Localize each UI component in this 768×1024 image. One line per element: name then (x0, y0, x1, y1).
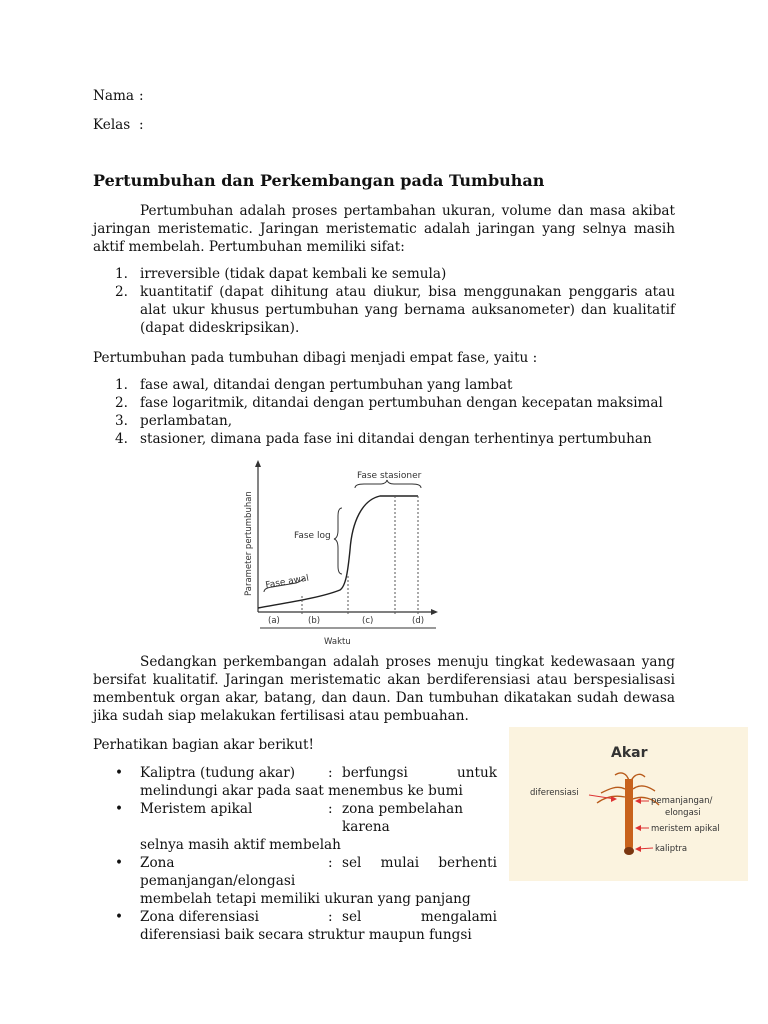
part-word: mengalami (420, 909, 497, 925)
label-fase-stasioner: Fase stasioner (357, 471, 422, 481)
list-item (93, 376, 675, 394)
list-item (93, 800, 497, 854)
part-word: sel (342, 855, 362, 871)
list-text: perlambatan, (140, 413, 233, 429)
label-elongasi: elongasi (665, 808, 701, 818)
part-word: zona pembelahan karena (342, 801, 463, 835)
part-word: mulai (380, 855, 420, 871)
root-cap (624, 847, 634, 855)
y-axis-arrow (255, 460, 261, 467)
brace-log (334, 508, 342, 574)
root-parts-list (93, 764, 497, 944)
class-colon: : (139, 117, 144, 133)
list-item (93, 908, 497, 944)
list-text: irreversible (tidak dapat kembali ke semula) (140, 266, 447, 282)
label-diferensiasi: diferensiasi (530, 788, 579, 798)
list-number: 1. (115, 377, 128, 393)
part-desc: diferensiasi baik secara struktur maupun fungsi (140, 927, 472, 943)
list-number: 2. (115, 395, 128, 411)
development-paragraph: Sedangkan perkembangan adalah proses menuju tingkat kedewasaan yang bersifat kualitatif. Jaringan meristematic akan berdiferensiasi atau berspesialisasi membentuk organ akar, batang, dan daun. Dan tumbuhan dikatakan sudah dewasa jika sudah siap melakukan fertilisasi atau pembuahan. (93, 654, 675, 724)
root-diagram-title: Akar (611, 745, 648, 761)
part-term: Kaliptra (tudung akar) (140, 765, 296, 781)
y-axis-label: Parameter pertumbuhan (244, 491, 254, 596)
label-meristem: meristem apikal (651, 824, 720, 834)
list-item (93, 764, 497, 800)
label-pemanjangan: pemanjangan/ (651, 796, 713, 806)
part-desc: melindungi akar pada saat menembus ke bumi (140, 783, 463, 799)
part-desc: selnya masih aktif membelah (140, 837, 341, 853)
list-item (93, 412, 675, 430)
label-fase-awal: Fase awal (264, 573, 310, 591)
list-number: 3. (115, 413, 128, 429)
part-word: untuk (457, 765, 497, 781)
segment-label-c: (c) (362, 616, 374, 626)
part-word: berhenti (438, 855, 497, 871)
segment-label-d: (d) (412, 616, 425, 626)
x-axis-arrow (431, 609, 438, 615)
brace-stasioner (355, 480, 421, 488)
list-item (93, 430, 675, 448)
bullet-icon: • (115, 765, 124, 781)
page-title: Pertumbuhan dan Perkembangan pada Tumbuhan (93, 171, 545, 190)
part-word: sel (342, 909, 362, 925)
arrow-head (635, 825, 641, 831)
segment-label-a: (a) (268, 616, 280, 626)
class-label: Kelas (93, 117, 131, 133)
list-item (93, 283, 675, 337)
phases-list (93, 376, 675, 448)
roots-intro: Perhatikan bagian akar berikut! (93, 737, 314, 753)
part-colon: : (328, 855, 333, 871)
bullet-icon: • (115, 801, 124, 817)
arrow-head (635, 798, 641, 804)
intro-paragraph: Pertumbuhan adalah proses pertambahan ukuran, volume dan masa akibat jaringan meristematic. Jaringan meristematic adalah jaringan yang selnya masih aktif membelah. Pertumbuhan memiliki sifat: (93, 203, 675, 255)
name-colon: : (139, 88, 144, 104)
name-field (93, 87, 144, 105)
list-text: fase logaritmik, ditandai dengan pertumbuhan dengan kecepatan maksimal (140, 395, 663, 411)
root-diagram (509, 727, 748, 881)
list-number: 2. (115, 284, 128, 300)
list-number: 1. (115, 266, 128, 282)
list-text: kuantitatif (dapat dihitung atau diukur, bisa menggunakan penggaris atau alat ukur khusus pertumbuhan yang bernama auksanometer) dan kualitatif (dapat dideskripsikan). (140, 284, 675, 336)
list-text: fase awal, ditandai dengan pertumbuhan yang lambat (140, 377, 513, 393)
part-colon: : (328, 801, 333, 817)
part-colon: : (328, 909, 333, 925)
arrow-head (635, 846, 641, 852)
part-desc: membelah tetapi memiliki ukuran yang panjang (140, 891, 471, 907)
label-kaliptra: kaliptra (655, 844, 688, 854)
list-text: stasioner, dimana pada fase ini ditandai dengan terhentinya pertumbuhan (140, 431, 652, 447)
list-number: 4. (115, 431, 128, 447)
part-term: Zona diferensiasi (140, 909, 259, 925)
list-item (93, 265, 675, 283)
properties-list (93, 265, 675, 337)
class-field (93, 116, 144, 134)
x-axis-label: Waktu (324, 637, 351, 647)
list-item (93, 854, 497, 908)
segment-label-b: (b) (308, 616, 321, 626)
phases-intro: Pertumbuhan pada tumbuhan dibagi menjadi empat fase, yaitu : (93, 350, 538, 366)
part-term: Meristem apikal (140, 801, 253, 817)
name-label: Nama (93, 88, 134, 104)
part-colon: : (328, 765, 333, 781)
part-term: Zona pemanjangan/elongasi (140, 855, 296, 889)
list-item (93, 394, 675, 412)
growth-curve-figure (240, 458, 440, 648)
label-fase-log: Fase log (294, 531, 331, 541)
part-word: berfungsi (342, 765, 408, 781)
bullet-icon: • (115, 909, 124, 925)
bullet-icon: • (115, 855, 124, 871)
main-root (625, 779, 633, 855)
